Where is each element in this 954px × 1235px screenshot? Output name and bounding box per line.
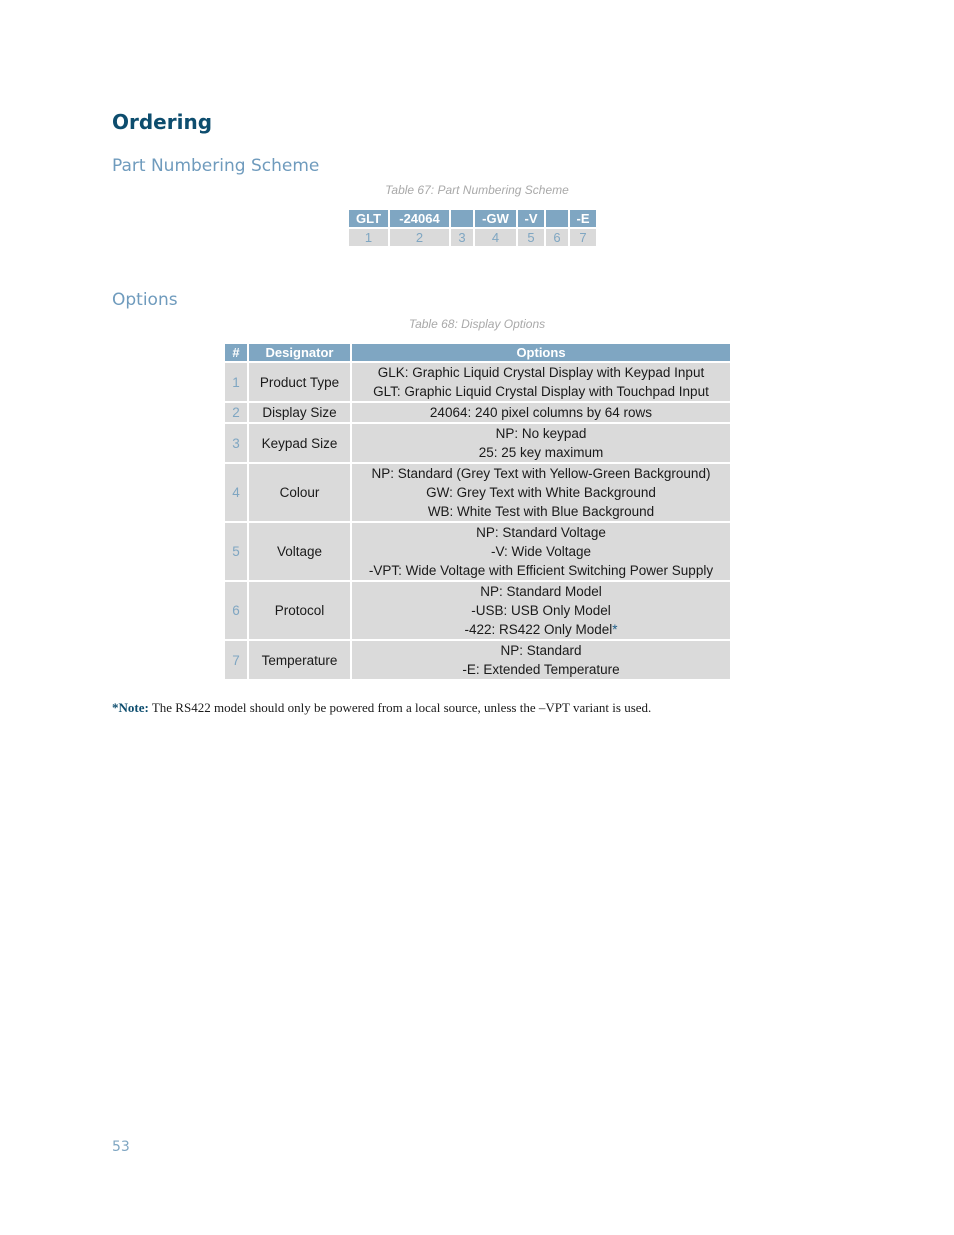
header-designator: Designator (249, 344, 350, 361)
part-position: 4 (475, 229, 516, 246)
table-row (225, 403, 730, 422)
part-code: -24064 (390, 210, 449, 227)
part-position: 5 (518, 229, 544, 246)
part-numbering-title: Part Numbering Scheme (112, 156, 320, 176)
option-line: GLK: Graphic Liquid Crystal Display with Keypad Input (377, 365, 705, 380)
part-code (451, 210, 473, 227)
part-numbering-caption: Table 67: Part Numbering Scheme (385, 183, 569, 197)
table-row (225, 523, 730, 580)
option-line: -V: Wide Voltage (490, 544, 592, 559)
row-designator: Product Type (249, 363, 350, 401)
row-number: 1 (225, 363, 247, 401)
row-designator: Voltage (249, 523, 350, 580)
options-caption: Table 68: Display Options (408, 317, 546, 331)
part-position: 2 (390, 229, 449, 246)
row-options (352, 582, 730, 639)
option-line: NP: Standard (Grey Text with Yellow-Green Background) (371, 466, 711, 481)
option-line: 25: 25 key maximum (478, 445, 604, 460)
header-number: # (225, 344, 247, 361)
page-heading: Ordering (112, 110, 213, 134)
option-line: NP: Standard Model (480, 584, 602, 599)
option-line: GLT: Graphic Liquid Crystal Display with Touchpad Input (373, 384, 709, 399)
row-number: 7 (225, 641, 247, 679)
option-line: NP: No keypad (495, 426, 587, 441)
table-row (225, 582, 730, 639)
option-line: NP: Standard (500, 643, 582, 658)
row-designator: Temperature (249, 641, 350, 679)
option-line: WB: White Test with Blue Background (427, 504, 655, 519)
part-position: 1 (349, 229, 388, 246)
row-number: 5 (225, 523, 247, 580)
option-line: -USB: USB Only Model (471, 603, 611, 618)
option-line: 24064: 240 pixel columns by 64 rows (429, 405, 653, 420)
footnote-text: The RS422 model should only be powered from a local source, unless the –VPT variant is used. (148, 700, 652, 715)
table-row (225, 641, 730, 679)
option-line: NP: Standard Voltage (476, 525, 606, 540)
part-code: -V (518, 210, 544, 227)
part-position: 7 (570, 229, 596, 246)
row-options (352, 363, 730, 401)
part-code: -E (570, 210, 596, 227)
part-position: 6 (546, 229, 568, 246)
table-row (225, 464, 730, 521)
part-position: 3 (451, 229, 473, 246)
row-number: 4 (225, 464, 247, 521)
row-options (352, 424, 730, 462)
footnote-label: *Note: (112, 700, 149, 715)
footnote (112, 700, 651, 716)
page-number: 53 (112, 1139, 130, 1155)
part-code (546, 210, 568, 227)
row-designator: Display Size (249, 403, 350, 422)
display-options-table (223, 342, 732, 681)
option-line (354, 620, 728, 639)
row-options (352, 523, 730, 580)
option-line: -VPT: Wide Voltage with Efficient Switching Power Supply (368, 563, 714, 578)
option-line: GW: Grey Text with White Background (426, 485, 656, 500)
table-row (225, 424, 730, 462)
footnote-asterisk: * (612, 622, 618, 637)
part-code: GLT (349, 210, 388, 227)
row-options (352, 403, 730, 422)
row-options (352, 641, 730, 679)
part-code: -GW (475, 210, 516, 227)
option-line: -E: Extended Temperature (462, 662, 620, 677)
row-options (352, 464, 730, 521)
option-text: -422: RS422 Only Model (464, 622, 613, 637)
part-numbering-table (347, 208, 598, 248)
row-designator: Colour (249, 464, 350, 521)
row-designator: Keypad Size (249, 424, 350, 462)
options-title: Options (112, 290, 178, 310)
row-number: 2 (225, 403, 247, 422)
row-number: 6 (225, 582, 247, 639)
row-number: 3 (225, 424, 247, 462)
header-options: Options (352, 344, 730, 361)
table-row (225, 363, 730, 401)
row-designator: Protocol (249, 582, 350, 639)
